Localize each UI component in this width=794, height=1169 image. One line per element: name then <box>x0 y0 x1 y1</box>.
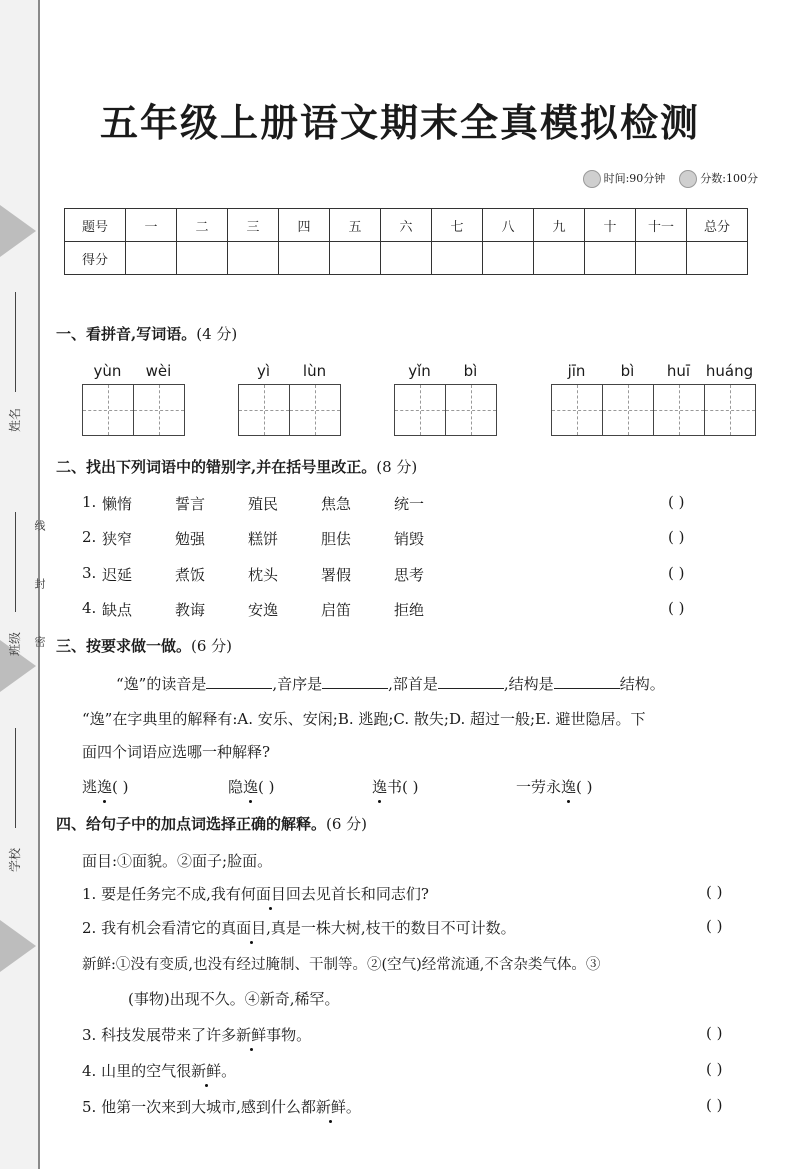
table-cell: 三 <box>228 209 279 242</box>
question-text: 2. 我有机会看清它的真 <box>82 919 237 937</box>
score-cell[interactable] <box>177 242 228 275</box>
word: 焦急 <box>321 495 352 513</box>
prompt-text: ,结构是 <box>503 675 554 693</box>
prompt-text: “逸”的读音是 <box>116 675 207 693</box>
answer-paren[interactable]: ( ) <box>706 917 723 935</box>
writing-cell[interactable] <box>552 385 603 435</box>
item-number: 3. <box>82 564 97 582</box>
prompt-text: 结构。 <box>619 675 665 693</box>
answer-paren[interactable]: ( ) <box>706 1024 723 1042</box>
section-points: (6 分) <box>191 637 233 655</box>
writing-cell[interactable] <box>395 385 446 435</box>
pinyin-group-4 <box>551 362 756 436</box>
dotted-word: 新鲜 <box>236 1026 267 1044</box>
definition-text: (事物)出现不久。④新奇,稀罕。 <box>128 990 340 1008</box>
writing-cell[interactable] <box>290 385 341 435</box>
writing-cell[interactable] <box>239 385 290 435</box>
pinyin-label: yì <box>256 362 271 380</box>
score-text: 分数:100分 <box>700 172 758 185</box>
page-title: 五年级上册语文期末全真模拟检测 <box>100 100 701 145</box>
score-cell[interactable] <box>381 242 432 275</box>
question-text: 3. 科技发展带来了许多 <box>82 1026 237 1044</box>
question-text: 。 <box>345 1098 361 1116</box>
item-number: 1. <box>82 493 97 511</box>
word: 思考 <box>394 566 425 584</box>
prompt-text: ,部首是 <box>388 675 438 693</box>
word: 缺点 <box>102 601 133 619</box>
answer-paren[interactable]: ( ) <box>576 778 593 796</box>
question-item <box>82 883 429 904</box>
word: 胆佉 <box>321 530 352 548</box>
table-cell: 十一 <box>636 209 687 242</box>
section-points: (4 分) <box>196 325 238 343</box>
question-item <box>82 1096 361 1117</box>
dotted-char: 逸 <box>97 778 113 796</box>
answer-paren[interactable]: ( ) <box>258 778 275 796</box>
list-item <box>82 493 467 514</box>
answer-paren[interactable]: ( ) <box>706 883 723 901</box>
word: 署假 <box>321 566 352 584</box>
answer-paren[interactable]: ( ) <box>706 1060 723 1078</box>
margin-triangle <box>0 205 36 257</box>
blank-reading[interactable] <box>206 672 272 689</box>
word: 启笛 <box>321 601 352 619</box>
school-blank-line <box>15 728 16 828</box>
medal-icon <box>679 170 697 188</box>
table-cell: 七 <box>432 209 483 242</box>
section-2-heading <box>56 456 417 477</box>
time-text: 时间:90分钟 <box>603 172 666 185</box>
word: 狭窄 <box>102 530 133 548</box>
definition-text: 新鲜:①没有变质,也没有经过腌制、干制等。②(空气)经常流通,不含杂类气体。③ <box>82 957 601 973</box>
list-item <box>82 528 467 549</box>
prompt-text: ,音序是 <box>272 675 323 693</box>
answer-paren[interactable]: 书( ) <box>387 778 419 796</box>
school-label: 学校 <box>8 847 22 872</box>
writing-cell[interactable] <box>705 385 756 435</box>
choice-item <box>516 776 593 797</box>
answer-paren[interactable]: ( ) <box>112 778 129 796</box>
name-blank-line <box>15 292 16 392</box>
pinyin-label: wèi <box>145 362 172 380</box>
dotted-word: 面目 <box>255 885 286 903</box>
section-3-heading <box>56 635 232 656</box>
pinyin-label: huáng <box>705 362 754 380</box>
word: 拒绝 <box>394 601 425 619</box>
writing-cell[interactable] <box>654 385 705 435</box>
blank-structure[interactable] <box>554 672 620 689</box>
choice-item <box>82 776 129 797</box>
word: 统一 <box>394 495 425 513</box>
question-item <box>82 917 516 938</box>
word: 销毁 <box>394 530 425 548</box>
pinyin-group-1 <box>82 362 185 436</box>
word: 誓言 <box>175 495 206 513</box>
score-table <box>64 208 748 275</box>
table-cell: 八 <box>483 209 534 242</box>
pinyin-label: huī <box>666 362 691 380</box>
seal-char: 密 <box>33 636 46 647</box>
answer-paren[interactable]: ( ) <box>668 564 685 582</box>
score-cell[interactable] <box>585 242 636 275</box>
class-label: 班级 <box>8 631 22 656</box>
table-cell: 九 <box>534 209 585 242</box>
word: 安逸 <box>248 601 279 619</box>
dotted-word: 新鲜 <box>315 1098 346 1116</box>
dotted-word: 新鲜 <box>191 1062 222 1080</box>
score-cell[interactable] <box>228 242 279 275</box>
question-item <box>82 1024 311 1045</box>
section-title: 四、给句子中的加点词选择正确的解释。 <box>56 815 327 833</box>
table-cell: 十 <box>585 209 636 242</box>
writing-cell[interactable] <box>134 385 185 435</box>
question-text: 5. 他第一次来到大城市,感到什么都 <box>82 1098 316 1116</box>
blank-order[interactable] <box>322 672 388 689</box>
score-cell[interactable] <box>330 242 381 275</box>
table-cell: 六 <box>381 209 432 242</box>
pinyin-label: bì <box>463 362 478 380</box>
writing-cell[interactable] <box>83 385 134 435</box>
seal-char: 封 <box>33 578 46 589</box>
table-cell: 一 <box>126 209 177 242</box>
paragraph: 面四个词语应选哪一种解释? <box>82 743 271 761</box>
question-text: 回去见首长和同志们? <box>285 885 429 903</box>
score-cell[interactable] <box>126 242 177 275</box>
word-text: 一劳永 <box>516 778 562 796</box>
exam-meta <box>583 170 758 188</box>
question-text: 。 <box>221 1062 237 1080</box>
word: 枕头 <box>248 566 279 584</box>
section-points: (6 分) <box>326 815 368 833</box>
question-text: 4. 山里的空气很 <box>82 1062 192 1080</box>
section-title: 一、看拼音,写词语。 <box>56 325 197 343</box>
class-blank-line <box>15 512 16 612</box>
answer-paren[interactable]: ( ) <box>706 1096 723 1114</box>
item-number: 4. <box>82 599 97 617</box>
writing-cell[interactable] <box>603 385 654 435</box>
name-label: 姓名 <box>8 407 22 432</box>
table-cell: 五 <box>330 209 381 242</box>
table-cell: 总分 <box>687 209 748 242</box>
score-cell[interactable] <box>279 242 330 275</box>
dotted-word: 面目 <box>236 919 267 937</box>
seal-char: 线 <box>33 520 46 531</box>
list-item <box>82 564 467 585</box>
word: 糕饼 <box>248 530 279 548</box>
word: 教诲 <box>175 601 206 619</box>
list-item <box>82 599 467 620</box>
blank-radical[interactable] <box>438 672 504 689</box>
pinyin-label: jīn <box>567 362 586 380</box>
choice-item <box>372 776 419 797</box>
score-table-score-row <box>65 242 748 275</box>
score-info <box>679 170 758 188</box>
choice-item <box>228 776 275 797</box>
section-1-heading <box>56 323 237 344</box>
score-cell[interactable] <box>636 242 687 275</box>
section-title: 三、按要求做一做。 <box>56 637 192 655</box>
clock-icon <box>583 170 601 188</box>
dotted-char: 逸 <box>372 778 388 796</box>
answer-paren[interactable]: ( ) <box>668 599 685 617</box>
section-title: 二、找出下列词语中的错别字,并在括号里改正。 <box>56 458 377 476</box>
fill-in-line <box>116 672 665 694</box>
definition-text: 面目:①面貌。②面子;脸面。 <box>82 852 273 870</box>
table-cell: 题号 <box>65 209 126 242</box>
pinyin-group-3 <box>394 362 497 436</box>
table-cell: 得分 <box>65 242 126 275</box>
score-table-header-row <box>65 209 748 242</box>
question-item <box>82 1060 236 1081</box>
time-info <box>583 170 666 188</box>
score-cell[interactable] <box>687 242 748 275</box>
answer-paren[interactable]: ( ) <box>668 528 685 546</box>
pinyin-label: lùn <box>302 362 327 380</box>
pinyin-label: yǐn <box>408 362 431 380</box>
score-cell[interactable] <box>483 242 534 275</box>
word: 煮饭 <box>175 566 206 584</box>
word: 勉强 <box>175 530 206 548</box>
question-text: 1. 要是任务完不成,我有何 <box>82 885 256 903</box>
word-text: 隐 <box>228 778 244 796</box>
score-cell[interactable] <box>432 242 483 275</box>
table-cell: 四 <box>279 209 330 242</box>
pinyin-label: yùn <box>93 362 122 380</box>
section-4-heading <box>56 813 367 834</box>
score-cell[interactable] <box>534 242 585 275</box>
writing-cell[interactable] <box>446 385 497 435</box>
paragraph: “逸”在字典里的解释有:A. 安乐、安闲;B. 逃跑;C. 散失;D. 超过一般;E. 避世隐居。下 <box>82 710 646 728</box>
word-text: 逃 <box>82 778 98 796</box>
pinyin-label: bì <box>620 362 635 380</box>
question-text: ,真是一株大树,枝干的数目不可计数。 <box>266 919 516 937</box>
word: 迟延 <box>102 566 133 584</box>
pinyin-group-2 <box>238 362 341 436</box>
word: 懒惰 <box>102 495 133 513</box>
answer-paren[interactable]: ( ) <box>668 493 685 511</box>
word: 殖民 <box>248 495 279 513</box>
table-cell: 二 <box>177 209 228 242</box>
margin-triangle <box>0 920 36 972</box>
item-number: 2. <box>82 528 97 546</box>
dotted-char: 逸 <box>561 778 577 796</box>
section-points: (8 分) <box>376 458 418 476</box>
dotted-char: 逸 <box>243 778 259 796</box>
question-text: 事物。 <box>266 1026 312 1044</box>
